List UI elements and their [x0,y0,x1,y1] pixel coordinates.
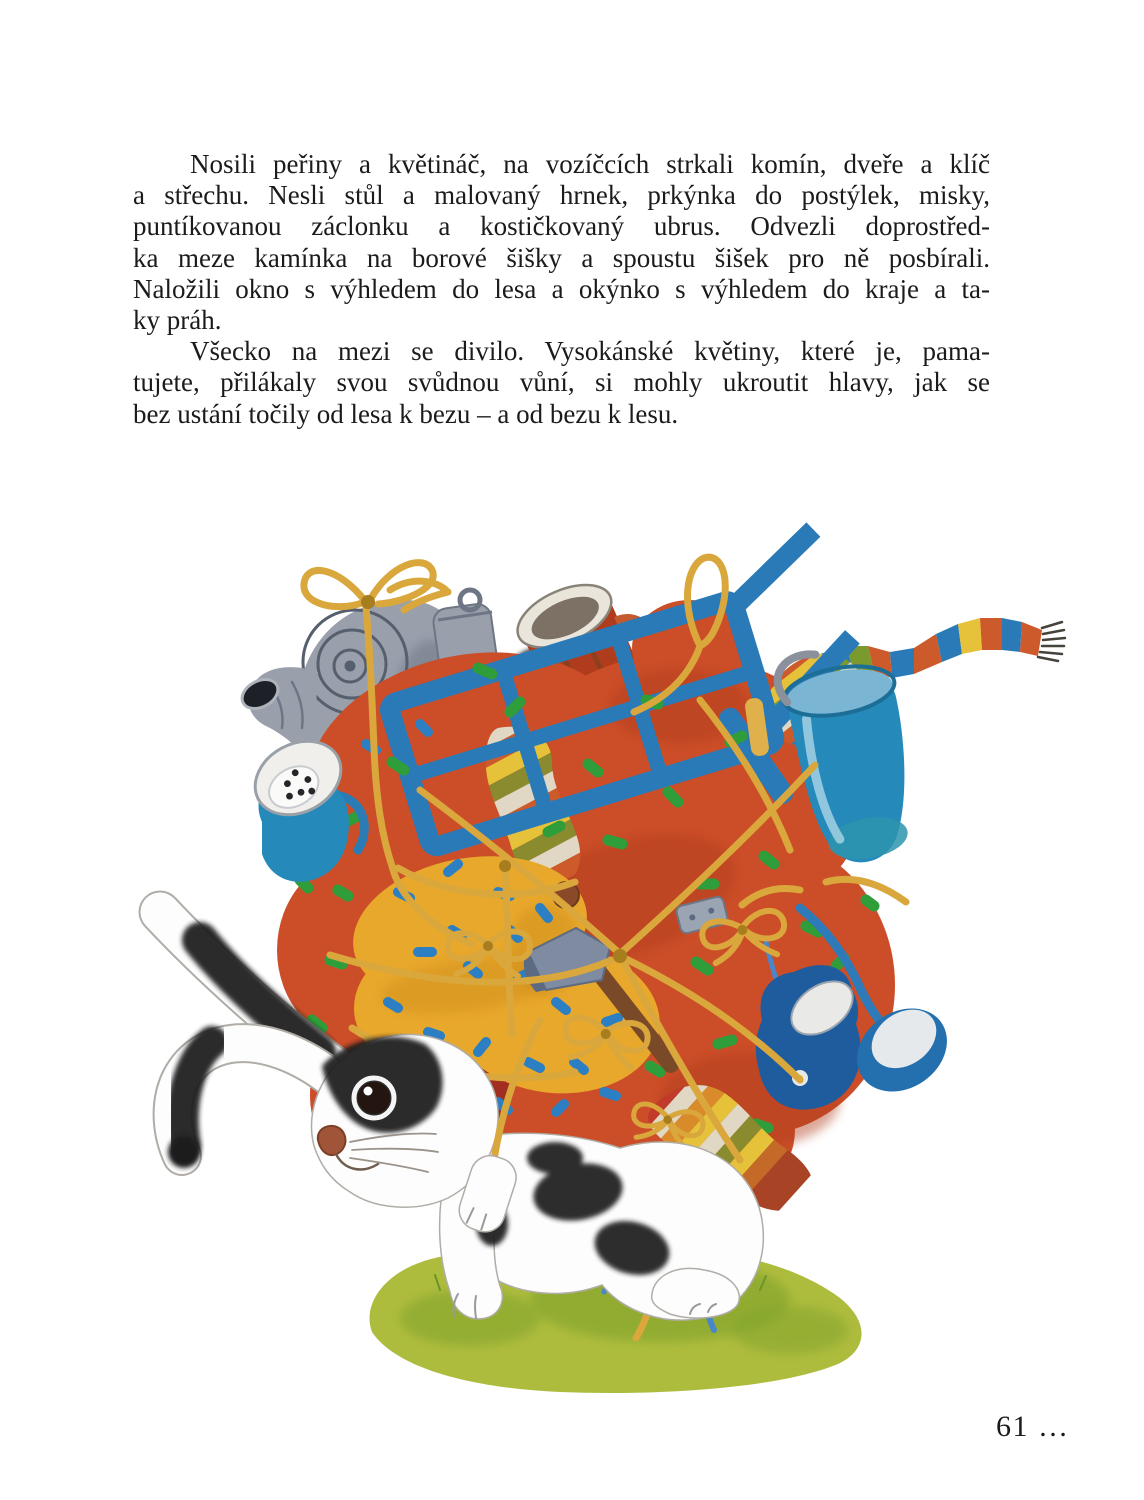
story-line: Naložili okno s výhledem do lesa a okýnko s výhledem do kraje a ta- [133,273,990,304]
scarf-fringe [1038,622,1065,661]
page-number: 61 … [996,1410,1070,1443]
story-line: tujete, přilákaly svou svůdnou vůní, si mohly ukroutit hlavy, jak se [133,367,990,398]
story-line: ka meze kamínka na borové šišky a spoustu šišek pro ně posbírali. [133,242,990,273]
story-line: puntíkovanou záclonku a kostičkovaný ubrus. Odvezli doprostřed- [133,211,990,242]
story-line: Nosili peřiny a květináč, na vozíčcích strkali komín, dveře a klíč [190,149,990,179]
rabbit-nose [318,1126,346,1155]
story-line: Všecko na mezi se divilo. Vysokánské květiny, které je, pama- [190,336,990,367]
story-line: bez ustání točily od lesa k bezu – a od bezu k lesu. [133,398,679,429]
story-line: ky práh. [133,305,222,336]
story-line: a střechu. Nesli stůl a malovaný hrnek, prkýnka do postýlek, misky, [133,180,990,211]
rabbit-eye [354,1078,394,1118]
